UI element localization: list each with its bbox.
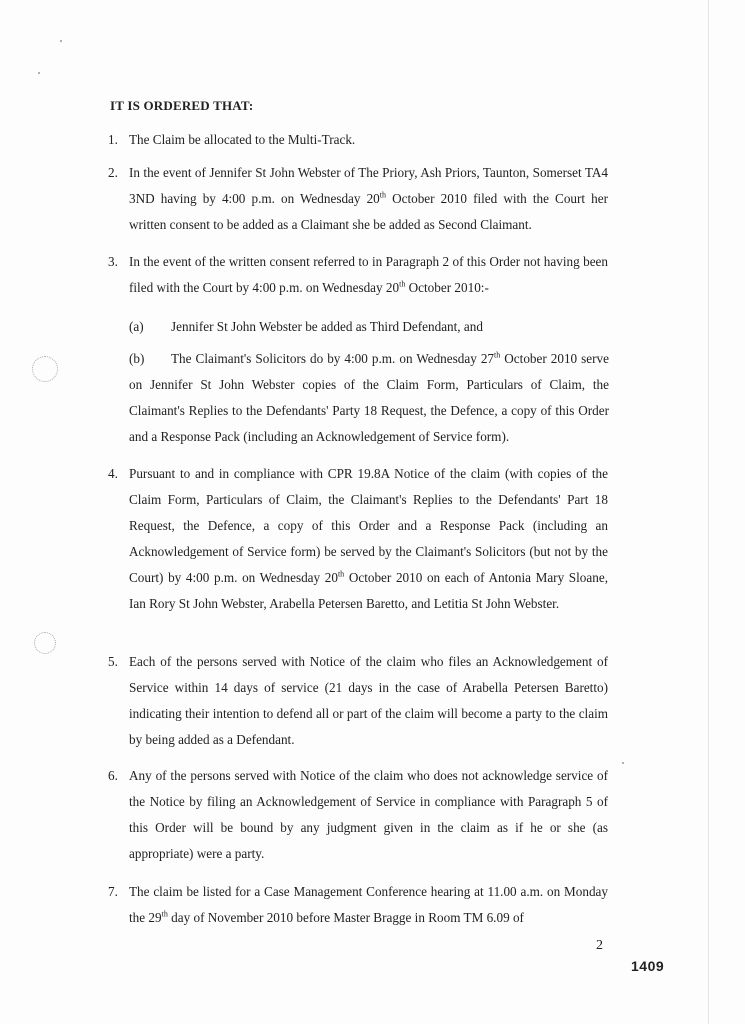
paragraph-number: 3. <box>108 254 118 269</box>
paragraph-text: Any of the persons served with Notice of the claim who does not acknowledge service of the Notice by filing an Acknowledgement of Service in compliance with Paragraph 5 of this Order will be bound by any judgment given in the claim as if he or she (as appropriate) were a party. <box>129 768 608 861</box>
subparagraph-a <box>129 314 609 340</box>
punch-hole-mark <box>32 356 58 382</box>
paragraph-number: 5. <box>108 654 118 669</box>
subparagraph-label: (a) <box>129 319 144 334</box>
scan-edge-line <box>708 0 709 1024</box>
subparagraph-text: The Claimant's Solicitors do by 4:00 p.m. on Wednesday 27th October 2010 serve on Jennifer St John Webster copies of the Claim Form, Particulars of Claim, the Claimant's Replies to the Defendants' Party 18 Request, the Defence, a copy of this Order and a Response Pack (including an Acknowledgement of Service form). <box>129 350 610 444</box>
order-paragraph-4 <box>108 461 608 617</box>
paragraph-number: 2. <box>108 165 118 180</box>
order-paragraph-2 <box>108 160 608 238</box>
subparagraph-label: (b) <box>129 351 145 366</box>
paragraph-text: The Claim be allocated to the Multi-Track. <box>129 132 356 147</box>
paragraph-text: Each of the persons served with Notice of the claim who files an Acknowledgement of Service within 14 days of service (21 days in the case of Arabella Petersen Baretto) indicating their intention to defend all or part of the claim will become a party to the claim by being added as a Defendant. <box>129 654 608 747</box>
paragraph-number: 6. <box>108 768 118 783</box>
subparagraph-b <box>129 346 609 450</box>
scan-speck <box>38 72 40 74</box>
paragraph-number: 1. <box>108 132 118 147</box>
paragraph-text: In the event of the written consent referred to in Paragraph 2 of this Order not having been filed with the Court by 4:00 p.m. on Wednesday 20th October 2010:- <box>129 254 608 295</box>
scan-speck <box>60 40 62 42</box>
page-number: 2 <box>596 938 603 953</box>
paragraph-text: The claim be listed for a Case Management Conference hearing at 11.00 a.m. on Monday the 29th day of November 2010 before Master Bragge in Room TM 6.09 of <box>129 884 608 925</box>
subparagraph-text: Jennifer St John Webster be added as Third Defendant, and <box>171 319 483 334</box>
order-paragraph-5 <box>108 649 608 753</box>
order-paragraph-7 <box>108 879 608 931</box>
paragraph-text: Pursuant to and in compliance with CPR 19.8A Notice of the claim (with copies of the Claim Form, Particulars of Claim, the Claimant's Replies to the Defendants' Part 18 Request, the Defence, a copy of this Order and a Response Pack (including an Acknowledgement of Service form) be served by the Claimant's Solicitors (but not by the Court) by 4:00 p.m. on Wednesday 20th October 2010 on each of Antonia Mary Sloane, Ian Rory St John Webster, Arabella Petersen Baretto, and Letitia St John Webster. <box>129 466 608 611</box>
punch-hole-mark <box>34 632 56 654</box>
order-paragraph-3 <box>108 249 608 301</box>
paragraph-number: 7. <box>108 884 118 899</box>
paragraph-number: 4. <box>108 466 118 481</box>
order-paragraph-6 <box>108 763 608 867</box>
scan-speck <box>622 762 624 764</box>
paragraph-text: In the event of Jennifer St John Webster of The Priory, Ash Priors, Taunton, Somerset TA4 3ND having by 4:00 p.m. on Wednesday 20th October 2010 filed with the Court her written consent to be added as a Claimant she be added as Second Claimant. <box>129 165 608 232</box>
order-heading: IT IS ORDERED THAT: <box>110 98 254 113</box>
document-number: 1409 <box>631 958 665 974</box>
order-paragraph-1 <box>108 127 608 153</box>
